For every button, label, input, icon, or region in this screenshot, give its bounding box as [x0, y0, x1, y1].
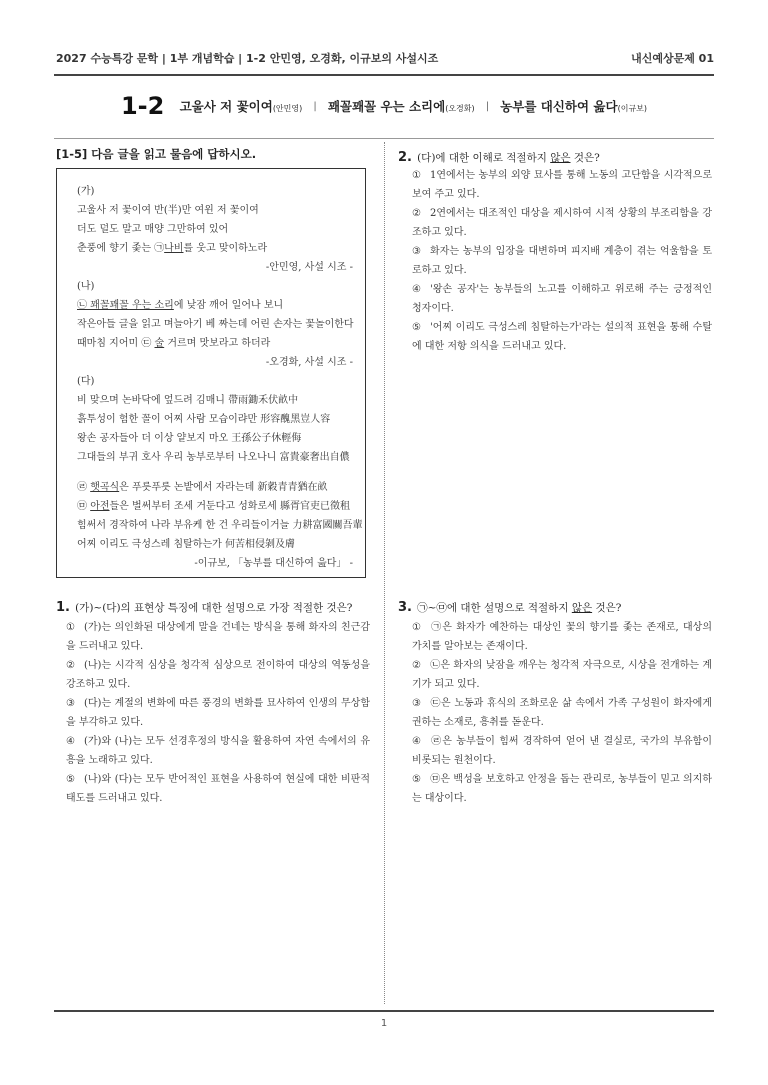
passage-line: 비 맞으며 논바닥에 엎드려 김매니 帶雨鋤禾伏畝中 [77, 395, 299, 406]
lesson-title [0, 92, 768, 120]
question-stem: ㉠~㉤에 대한 설명으로 적절하지 않은 것은? [417, 602, 622, 614]
choice-1[interactable]: ① ㉠은 화자가 예찬하는 대상인 꽃의 향기를 좇는 존재로, 대상의 가치를 알아보는 존재이다. [412, 622, 712, 652]
choice-1[interactable]: ① 1연에서는 농부의 외양 묘사를 통해 노동의 고단함을 시각적으로 보여 주고 있다. [412, 170, 712, 200]
passage-source: -안민영, 사설 시조 - [265, 262, 353, 273]
passage-source: -이규보, 「농부를 대신하여 읊다」 - [194, 558, 353, 569]
passage-line: 더도 덜도 말고 매양 그만하여 있어 [77, 224, 229, 235]
choice-3[interactable]: ③ 화자는 농부의 입장을 대변하며 피지배 계층이 겪는 억울함을 토로하고 있다. [412, 246, 712, 276]
question-number: 3. [398, 600, 412, 615]
passage-line: 힘써서 경작하여 나라 부유케 한 건 우리들이거늘 力耕富國關吾輩 [77, 520, 363, 531]
choice-3[interactable]: ③ (다)는 계절의 변화에 따른 풍경의 변화를 묘사하여 인생의 무상함을 부각하고 있다. [66, 698, 370, 728]
work-title-3: 농부를 대신하여 읊다(이규보) [500, 99, 648, 114]
choice-5[interactable]: ⑤ (나)와 (다)는 모두 반어적인 표현을 사용하여 현실에 대한 비판적 태도를 드러내고 있다. [66, 774, 370, 804]
page-header [56, 50, 714, 72]
passage-line: 춘풍에 향기 좇는 ㉠나비를 웃고 맞이하노라 [77, 243, 268, 254]
choice-5[interactable]: ⑤ ㉤은 백성을 보호하고 안정을 돕는 관리로, 농부들이 믿고 의지하는 대상이다. [412, 774, 712, 804]
passage-label-na: (나) [77, 281, 95, 292]
question-stem: (다)에 대한 이해로 적절하지 않은 것은? [417, 152, 600, 164]
work-title-2: 꽤꼴꽤꼴 우는 소리에(오경화) [327, 99, 475, 114]
passage-line: 왕손 공자들아 더 이상 얕보지 마오 王孫公子休輕侮 [77, 433, 302, 444]
header-book-info: 2027 수능특강 문학 | 1부 개념학습 | 1-2 안민영, 오경화, 이규보의 사설시조 [56, 52, 439, 65]
question-1 [56, 596, 374, 615]
footer-rule [54, 1010, 714, 1012]
question-number: 1. [56, 600, 70, 615]
passage-line: ㉤ 아전들은 벌써부터 조세 거둔다고 성화로세 縣胥官吏已徵租 [77, 501, 350, 512]
passage-line: 작은아들 글을 읽고 며늘아기 베 짜는데 어린 손자는 꽃놀이한다 [77, 319, 354, 330]
page-number: 1 [380, 1018, 388, 1029]
choice-4[interactable]: ④ '왕손 공자'는 농부들의 노고를 이해하고 위로해 주는 긍정적인 청자이다. [412, 284, 712, 314]
column-divider [384, 142, 385, 1004]
choice-2[interactable]: ② ㉡은 화자의 낮잠을 깨우는 청각적 자극으로, 시상을 전개하는 계기가 되고 있다. [412, 660, 712, 690]
title-separator: | [485, 100, 490, 112]
choice-2[interactable]: ② 2연에서는 대조적인 대상을 제시하여 시적 상황의 부조리함을 강조하고 있다. [412, 208, 712, 238]
passage-label-ga: (가) [77, 186, 95, 197]
choice-4[interactable]: ④ ㉣은 농부들이 힘써 경작하여 얻어 낸 결실로, 국가의 부유함이 비롯되는 원천이다. [412, 736, 712, 766]
title-rule [54, 138, 714, 139]
choice-1[interactable]: ① (가)는 의인화된 대상에게 말을 건네는 방식을 통해 화자의 친근감을 드러내고 있다. [66, 622, 370, 652]
question-stem: (가)~(다)의 표현상 특징에 대한 설명으로 가장 적절한 것은? [75, 602, 353, 614]
instruction: [1-5] 다음 글을 읽고 물음에 답하시오. [56, 147, 257, 161]
passage-line: ㉡ 꽤꼴꽤꼴 우는 소리에 낮잠 깨어 일어나 보니 [77, 300, 284, 311]
work-title-1: 고울사 저 꽃이여(안민영) [179, 99, 303, 114]
choice-3[interactable]: ③ ㉢은 노동과 휴식의 조화로운 삶 속에서 가족 구성원이 화자에게 권하는 소재로, 흥취를 돋운다. [412, 698, 712, 728]
header-section-label: 내신예상문제 01 [631, 52, 714, 65]
passage-line: 어찌 이리도 극성스레 침탈하는가 何苦相侵剝及膚 [77, 539, 295, 550]
passage-box [56, 168, 366, 578]
question-3 [398, 596, 716, 615]
passage-line: ㉣ 햇곡식은 푸릇푸릇 논밭에서 자라는데 新穀青青猶在畝 [77, 482, 328, 493]
passage-source: -오경화, 사설 시조 - [265, 357, 353, 368]
header-rule [54, 74, 714, 76]
choice-4[interactable]: ④ (가)와 (나)는 모두 선경후정의 방식을 활용하여 자연 속에서의 유흥을 노래하고 있다. [66, 736, 370, 766]
choice-2[interactable]: ② (나)는 시각적 심상을 청각적 심상으로 전이하여 대상의 역동성을 강조하고 있다. [66, 660, 370, 690]
passage-line: 고울사 저 꽃이여 반(半)만 여윈 저 꽃이여 [77, 205, 259, 216]
choice-5[interactable]: ⑤ '어찌 이리도 극성스레 침탈하는가'라는 설의적 표현을 통해 수탈에 대한 저항 의식을 드러내고 있다. [412, 322, 712, 352]
passage-line: 그대들의 부귀 호사 우리 농부로부터 나오나니 富貴豪奢出自儂 [77, 452, 350, 463]
question-2 [398, 146, 716, 165]
passage-label-da: (다) [77, 376, 95, 387]
passage-line: 흙투성이 험한 꼴이 어찌 사람 모습이랴만 形容醜黑豈人容 [77, 414, 331, 425]
question-number: 2. [398, 150, 412, 165]
passage-line: 때마침 지어미 ㉢ 술 거르며 맛보라고 하더라 [77, 338, 271, 349]
title-separator: | [313, 100, 317, 112]
lesson-number: 1-2 [120, 92, 165, 120]
